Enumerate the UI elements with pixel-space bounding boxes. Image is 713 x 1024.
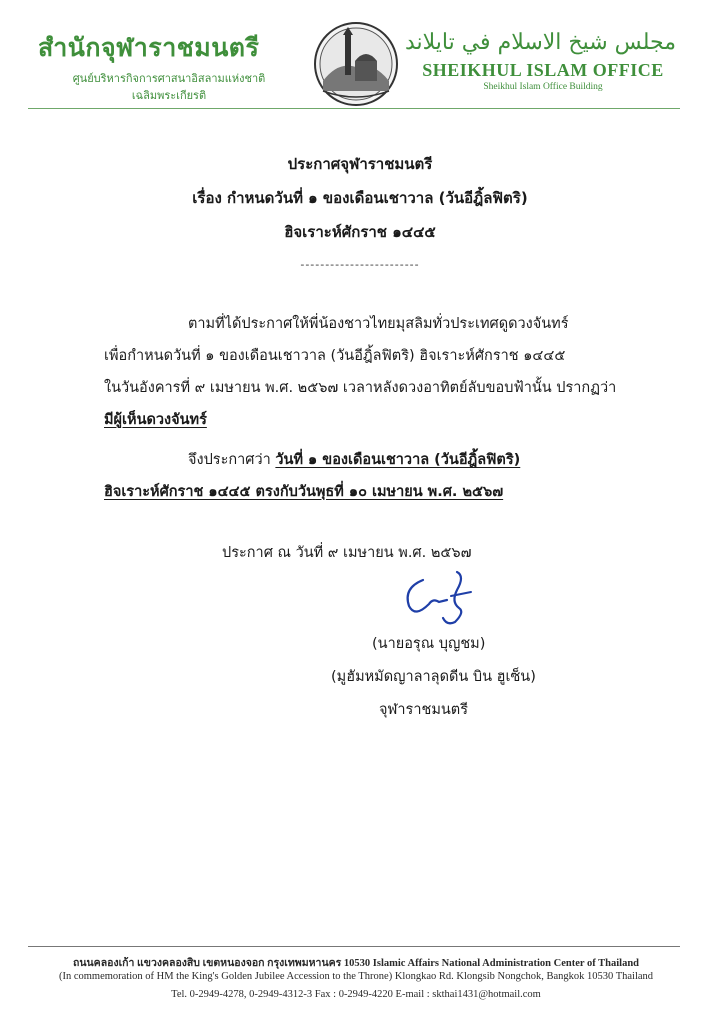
office-subtitle-thai-1: ศูนย์บริหารกิจการศาสนาอิสลามแห่งชาติ bbox=[72, 72, 266, 85]
office-logo-emblem bbox=[313, 21, 399, 107]
moon-sighting-result: มีผู้เห็นดวงจันทร์ bbox=[104, 412, 207, 428]
office-name-arabic: مجلس شيخ الاسلام في تايلاند bbox=[404, 30, 676, 55]
issued-date: ประกาศ ณ วันที่ ๙ เมษายน พ.ศ. ๒๕๖๗ bbox=[222, 545, 472, 561]
office-name-thai: สำนักจุฬาราชมนตรี bbox=[38, 33, 260, 62]
body-line-2: เพื่อกำหนดวันที่ ๑ ของเดือนเชาวาล (วันอีฎิ้ลฟิตริ) ฮิจเราะห์ศักราช ๑๔๔๕ bbox=[104, 348, 566, 364]
footer-address-line: ถนนคลองเก้า แขวงคลองสิบ เขตหนองจอก กรุงเทพมหานคร 10530 Islamic Affairs National Administration Center of Thailand bbox=[72, 958, 640, 969]
footer-commemoration-line: (In commemoration of HM the King's Golden Jubilee Accession to the Throne) Klongkao Rd. Klongsib Nongchok, Bangkok 10530 Thailand bbox=[58, 971, 654, 982]
handwritten-signature bbox=[395, 568, 495, 628]
office-subtitle-thai-2: เฉลิมพระเกียรติ bbox=[131, 89, 207, 102]
declaration-prefix: จึงประกาศว่า bbox=[188, 452, 276, 468]
letterhead-thai-block bbox=[38, 28, 308, 102]
signer-title: จุฬาราชมนตรี bbox=[379, 702, 468, 718]
signer-name: (นายอรุณ บุญชม) bbox=[372, 636, 486, 652]
announcement-year: ฮิจเราะห์ศักราช ๑๔๔๕ bbox=[284, 223, 436, 241]
office-name-english: SHEIKHUL ISLAM OFFICE bbox=[422, 60, 664, 80]
footer-contact-line: Tel. 0-2949-4278, 0-2949-4312-3 Fax : 0-2949-4220 E-mail : skthai1431@hotmail.com bbox=[171, 989, 541, 1000]
signer-name-islamic: (มูฮัมหมัดญาลาลุดดีน บิน ฮูเซ็น) bbox=[331, 669, 536, 685]
body-line-1: ตามที่ได้ประกาศให้พี่น้องชาวไทยมุสลิมทั่วประเทศดูดวงจันทร์ bbox=[188, 316, 569, 332]
dashed-divider: ------------------------ bbox=[300, 258, 420, 271]
announcement-heading: ประกาศจุฬาราชมนตรี bbox=[287, 155, 433, 173]
letterhead-english-block bbox=[404, 28, 676, 92]
footer-divider bbox=[28, 946, 680, 947]
declaration-date-emphasis: วันที่ ๑ ของเดือนเชาวาล (วันอีฎิ้ลฟิตริ) bbox=[275, 452, 521, 468]
letterhead-divider bbox=[28, 108, 680, 109]
declaration-line-2: ฮิจเราะห์ศักราช ๑๔๔๕ ตรงกับวันพุธที่ ๑๐ เมษายน พ.ศ. ๒๕๖๗ bbox=[104, 484, 504, 500]
announcement-subject: เรื่อง กำหนดวันที่ ๑ ของเดือนเชาวาล (วันอีฎิ้ลฟิตริ) bbox=[192, 189, 528, 207]
body-line-3: ในวันอังคารที่ ๙ เมษายน พ.ศ. ๒๕๖๗ เวลาหลังดวงอาทิตย์ลับขอบฟ้านั้น ปรากฏว่า bbox=[104, 380, 617, 396]
office-building-english: Sheikhul Islam Office Building bbox=[483, 82, 603, 92]
declaration-line-1 bbox=[104, 448, 713, 471]
